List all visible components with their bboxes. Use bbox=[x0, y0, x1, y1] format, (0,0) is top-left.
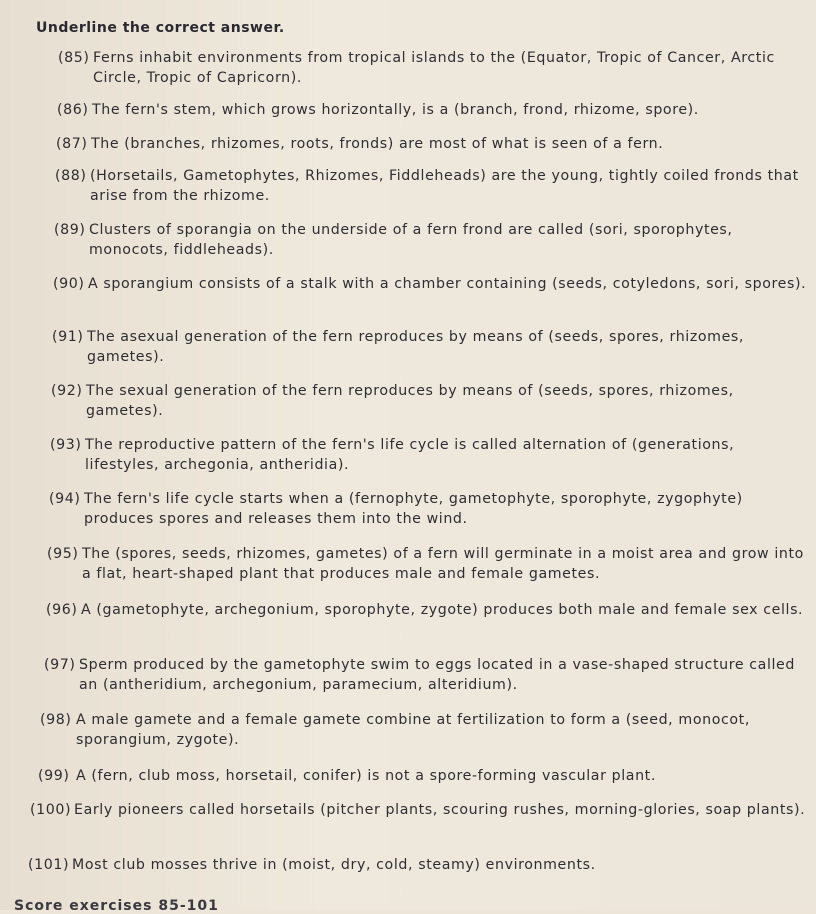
question-text: Clusters of sporangia on the underside of a fern frond are called (sori, sporophytes, monocots, fiddleheads). bbox=[89, 222, 733, 258]
question-text: The fern's life cycle starts when a (fernophyte, gametophyte, sporophyte, zygophyte) produces spores and releases them into the wind. bbox=[84, 491, 743, 527]
question-text: Early pioneers called horsetails (pitcher plants, scouring rushes, morning-glories, soap plants). bbox=[74, 802, 806, 818]
question-number: (85) bbox=[58, 50, 90, 66]
question-99 bbox=[38, 766, 812, 786]
question-number: (95) bbox=[47, 546, 79, 562]
question-number: (94) bbox=[49, 491, 81, 507]
question-number: (98) bbox=[40, 712, 72, 728]
question-90 bbox=[53, 274, 812, 294]
question-text: A sporangium consists of a stalk with a chamber containing (seeds, cotyledons, sori, spores). bbox=[88, 276, 807, 292]
question-85 bbox=[58, 48, 812, 88]
question-89 bbox=[54, 220, 812, 260]
question-text: The (branches, rhizomes, roots, fronds) are most of what is seen of a fern. bbox=[91, 136, 664, 152]
question-number: (101) bbox=[28, 857, 70, 873]
question-text: Ferns inhabit environments from tropical islands to the (Equator, Tropic of Cancer, Arctic Circle, Tropic of Capricorn). bbox=[93, 50, 775, 86]
question-101 bbox=[28, 855, 812, 875]
score-footer: Score exercises 85-101 bbox=[14, 898, 219, 914]
question-100 bbox=[30, 800, 812, 820]
question-number: (92) bbox=[51, 383, 83, 399]
question-93 bbox=[50, 435, 812, 475]
question-95 bbox=[47, 544, 812, 584]
question-text: A male gamete and a female gamete combine at fertilization to form a (seed, monocot, sporangium, zygote). bbox=[76, 712, 750, 748]
question-number: (96) bbox=[46, 602, 78, 618]
question-number: (99) bbox=[38, 768, 70, 784]
question-text: The fern's stem, which grows horizontally, is a (branch, frond, rhizome, spore). bbox=[92, 102, 699, 118]
question-94 bbox=[49, 489, 812, 529]
question-number: (87) bbox=[56, 136, 88, 152]
question-text: (Horsetails, Gametophytes, Rhizomes, Fiddleheads) are the young, tightly coiled fronds that arise from the rhizome. bbox=[90, 168, 799, 204]
instruction-heading: Underline the correct answer. bbox=[36, 20, 285, 36]
question-number: (88) bbox=[55, 168, 87, 184]
question-number: (90) bbox=[53, 276, 85, 292]
question-87 bbox=[56, 134, 812, 154]
question-number: (86) bbox=[57, 102, 89, 118]
question-98 bbox=[40, 710, 812, 750]
question-text: The asexual generation of the fern reproduces by means of (seeds, spores, rhizomes, gametes). bbox=[87, 329, 744, 365]
question-91 bbox=[52, 327, 812, 367]
question-97 bbox=[44, 655, 812, 695]
question-86 bbox=[57, 100, 812, 120]
question-number: (100) bbox=[30, 802, 72, 818]
question-92 bbox=[51, 381, 812, 421]
question-number: (93) bbox=[50, 437, 82, 453]
question-text: The reproductive pattern of the fern's life cycle is called alternation of (generations, lifestyles, archegonia, antheridia). bbox=[85, 437, 735, 473]
question-text: Most club mosses thrive in (moist, dry, cold, steamy) environments. bbox=[72, 857, 596, 873]
question-96 bbox=[46, 600, 812, 620]
question-text: The sexual generation of the fern reproduces by means of (seeds, spores, rhizomes, gametes). bbox=[86, 383, 734, 419]
question-text: The (spores, seeds, rhizomes, gametes) of a fern will germinate in a moist area and grow into a flat, heart-shaped plant that produces male and female gametes. bbox=[82, 546, 804, 582]
question-number: (91) bbox=[52, 329, 84, 345]
question-number: (89) bbox=[54, 222, 86, 238]
question-text: A (gametophyte, archegonium, sporophyte, zygote) produces both male and female sex cells. bbox=[81, 602, 804, 618]
question-text: Sperm produced by the gametophyte swim to eggs located in a vase-shaped structure called an (antheridium, archegonium, paramecium, alteridium). bbox=[79, 657, 795, 693]
question-88 bbox=[55, 166, 812, 206]
question-number: (97) bbox=[44, 657, 76, 673]
question-text: A (fern, club moss, horsetail, conifer) is not a spore-forming vascular plant. bbox=[76, 768, 656, 784]
